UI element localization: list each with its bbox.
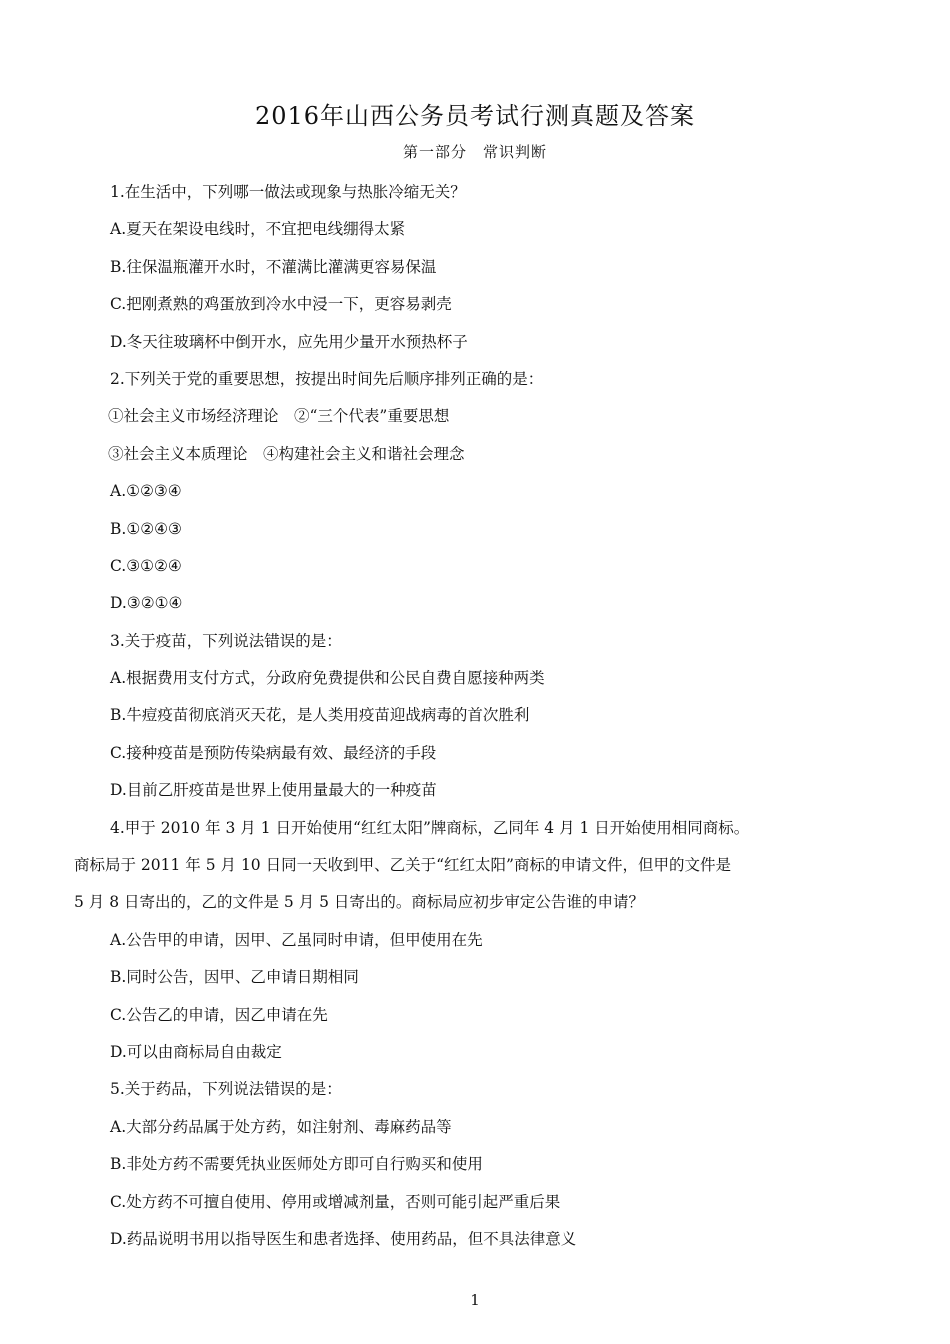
- question-5-option-c: C.处方药不可擅自使用、停用或增减剂量，否则可能引起严重后果: [110, 1192, 561, 1211]
- document-title: 2016年山西公务员考试行测真题及答案: [254, 102, 696, 130]
- question-5-option-d: D.药品说明书用以指导医生和患者选择、使用药品，但不具法律意义: [110, 1229, 577, 1248]
- question-5-option-a: A.大部分药品属于处方药，如注射剂、毒麻药品等: [110, 1117, 452, 1136]
- question-4-option-d: D.可以由商标局自由裁定: [110, 1042, 282, 1061]
- question-2-option-a: A.①②③④: [110, 482, 182, 501]
- question-3-option-c: C.接种疫苗是预防传染病最有效、最经济的手段: [110, 743, 437, 762]
- question-3-option-d: D.目前乙肝疫苗是世界上使用量最大的一种疫苗: [110, 781, 437, 800]
- question-2-item-line-1: ①社会主义市场经济理论 ②“三个代表”重要思想: [108, 407, 450, 426]
- question-4-option-a: A.公告甲的申请，因甲、乙虽同时申请，但甲使用在先: [110, 930, 483, 949]
- question-list: [74, 174, 884, 1258]
- question-1-option-d: D.冬天往玻璃杯中倒开水，应先用少量开水预热杯子: [110, 332, 468, 351]
- question-4-option-b: B.同时公告，因甲、乙申请日期相同: [110, 968, 359, 987]
- question-3-option-b: B.牛痘疫苗彻底消灭天花，是人类用疫苗迎战病毒的首次胜利: [110, 706, 530, 725]
- question-4-stem-line-2: 商标局于 2011 年 5 月 10 日同一天收到甲、乙关于“红红太阳”商标的申请文件，但甲的文件是: [74, 856, 731, 875]
- question-2-stem: 2.下列关于党的重要思想，按提出时间先后顺序排列正确的是：: [110, 369, 544, 388]
- question-1-option-c: C.把刚煮熟的鸡蛋放到冷水中浸一下，更容易剥壳: [110, 295, 452, 314]
- section-heading: 第一部分 常识判断: [402, 143, 547, 161]
- question-2-option-d: D.③②①④: [110, 594, 183, 613]
- page-number: 1: [470, 1291, 480, 1309]
- question-3-stem: 3.关于疫苗，下列说法错误的是：: [110, 631, 342, 650]
- question-1-option-b: B.往保温瓶灌开水时，不灌满比灌满更容易保温: [110, 257, 437, 276]
- question-1-option-a: A.夏天在架设电线时，不宜把电线绷得太紧: [110, 220, 406, 239]
- question-5-stem: 5.关于药品，下列说法错误的是：: [110, 1080, 342, 1099]
- question-5-option-b: B.非处方药不需要凭执业医师处方即可自行购买和使用: [110, 1155, 483, 1174]
- question-4-option-c: C.公告乙的申请，因乙申请在先: [110, 1005, 328, 1024]
- question-3-option-a: A.根据费用支付方式，分政府免费提供和公民自费自愿接种两类: [110, 669, 545, 688]
- question-2-option-c: C.③①②④: [110, 556, 182, 575]
- question-2-item-line-2: ③社会主义本质理论 ④构建社会主义和谐社会理念: [108, 444, 465, 463]
- question-4-stem-line-1: 4.甲于 2010 年 3 月 1 日开始使用“红红太阳”牌商标，乙同年 4 月 1 日开始使用相同商标。: [110, 818, 750, 837]
- question-4-stem-line-3: 5 月 8 日寄出的，乙的文件是 5 月 5 日寄出的。商标局应初步审定公告谁的申请？: [74, 893, 644, 912]
- question-1-stem: 1.在生活中，下列哪一做法或现象与热胀冷缩无关？: [110, 183, 466, 201]
- question-2-option-b: B.①②④③: [110, 519, 182, 538]
